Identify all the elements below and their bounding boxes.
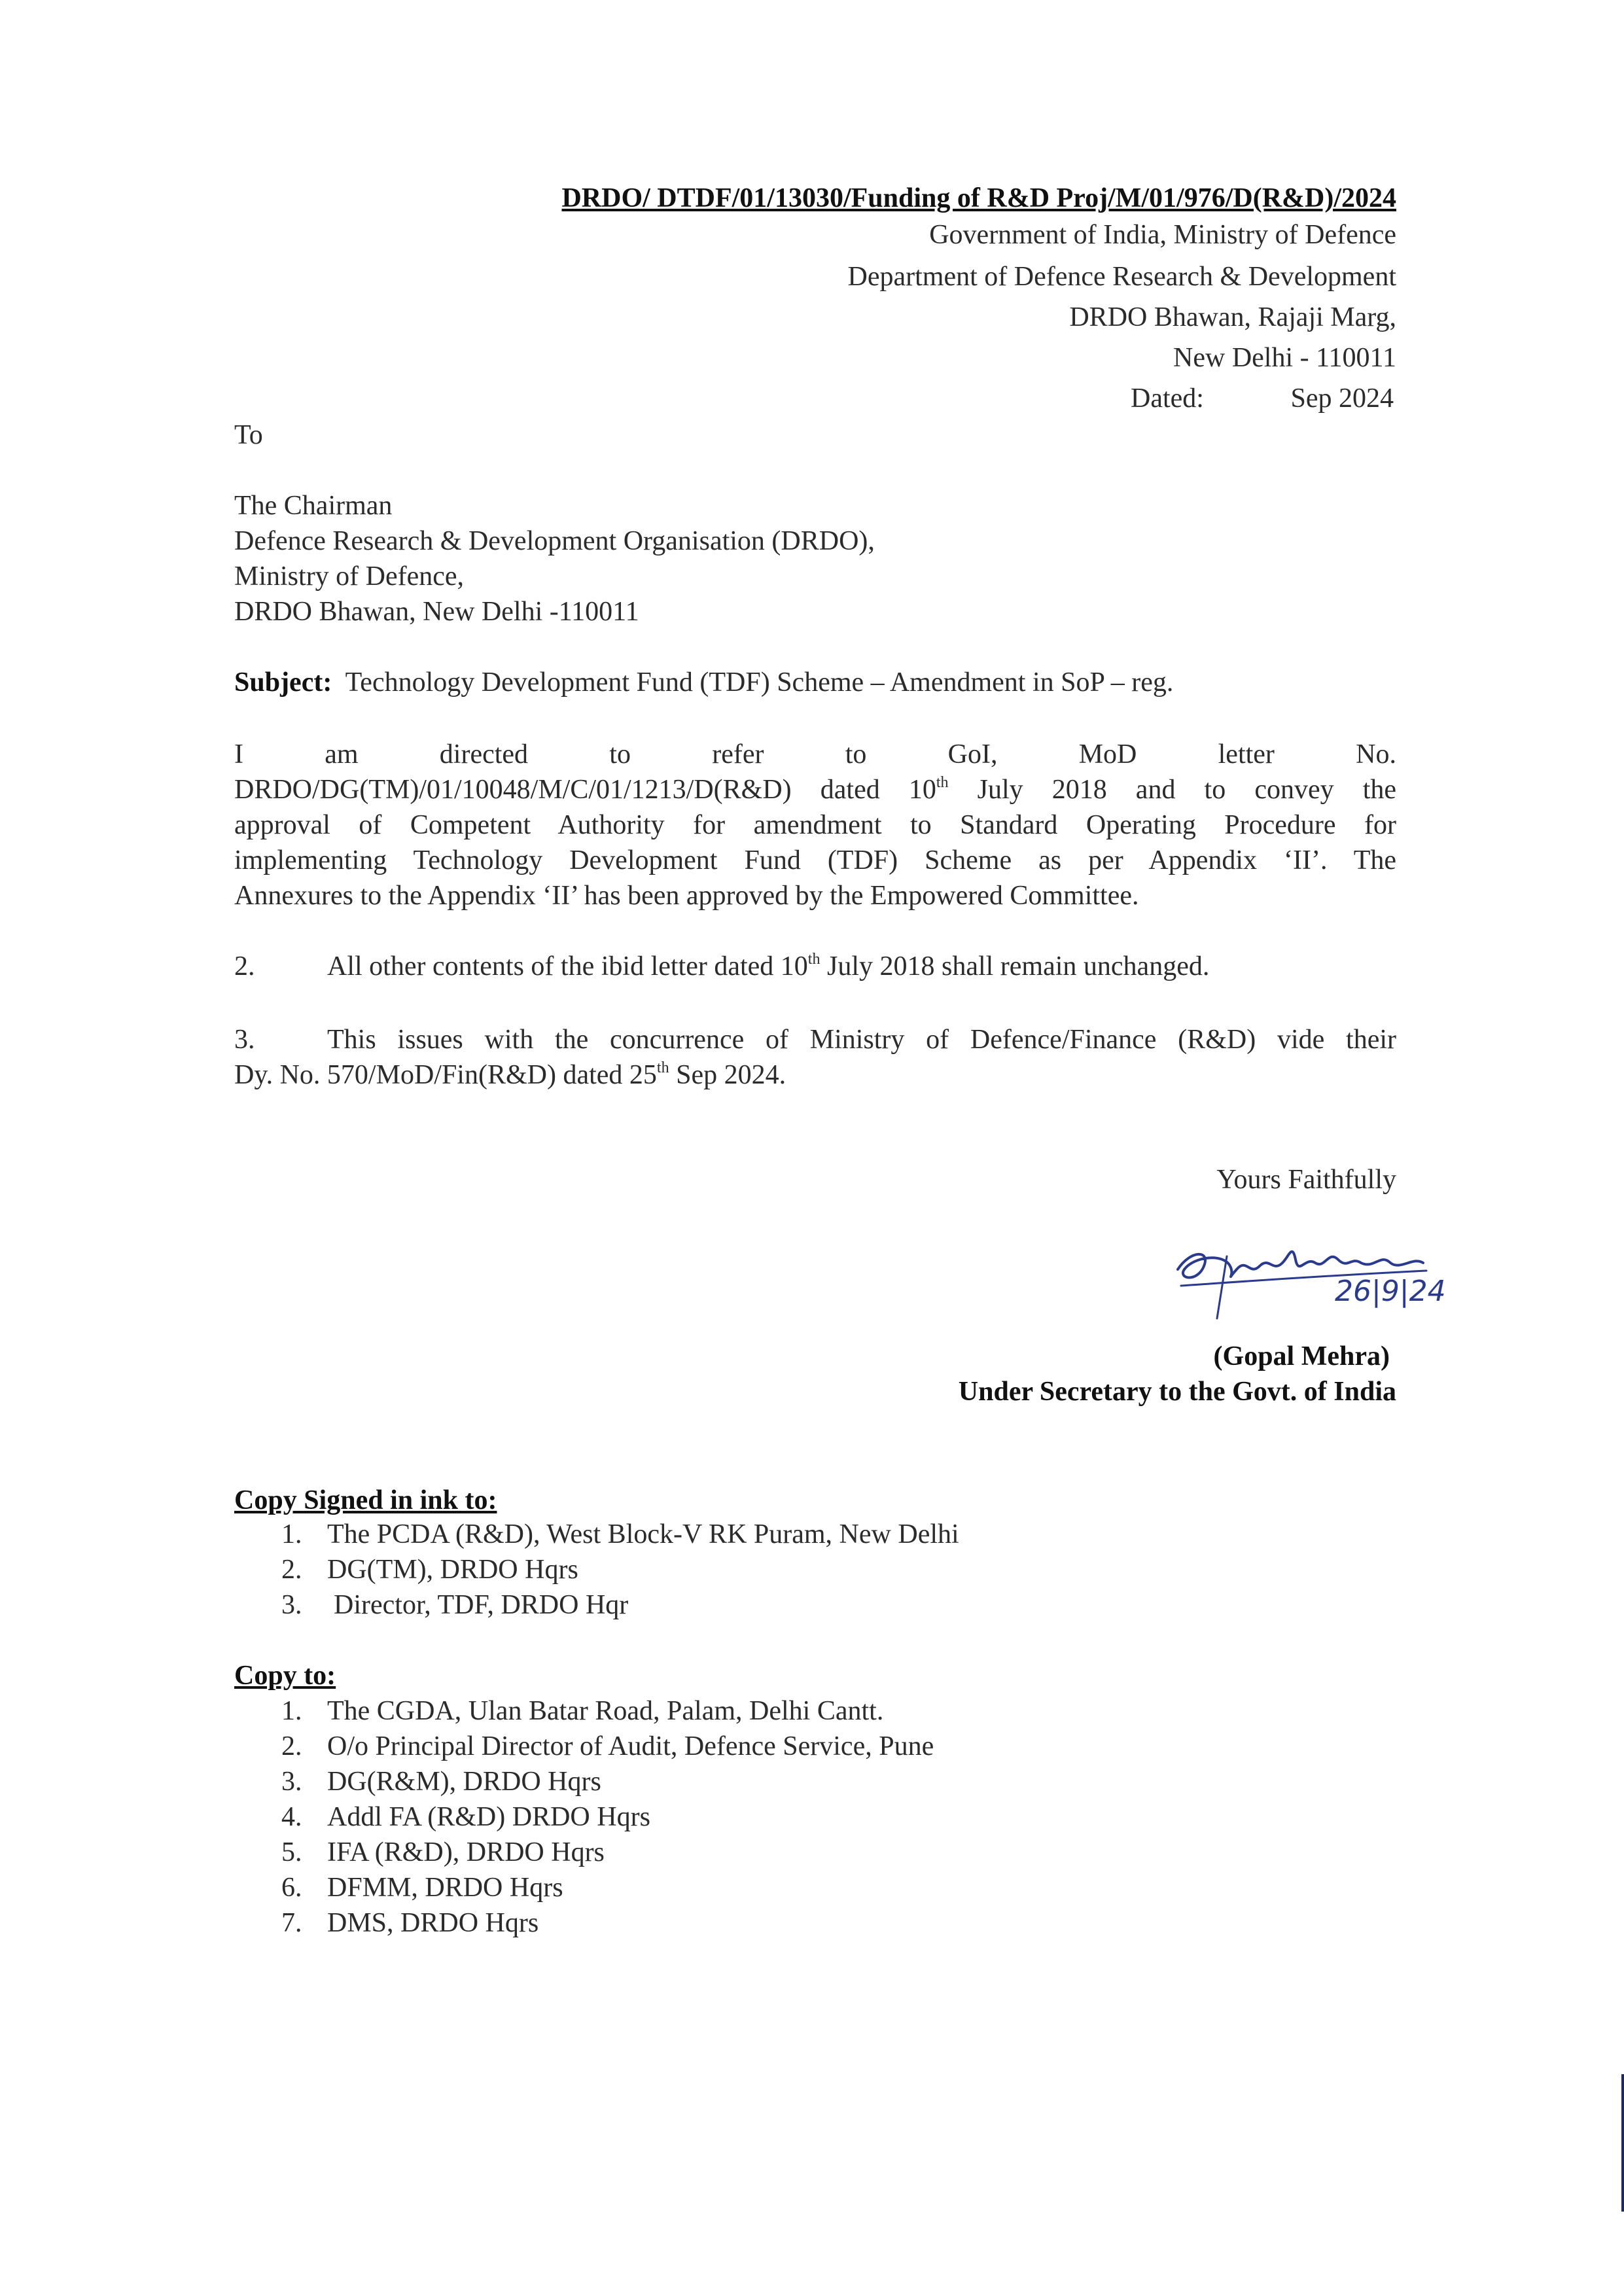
para3-number: 3. [234,1025,255,1055]
para1-line5: Annexures to the Appendix ‘II’ has been approved by the Empowered Committee. [234,881,1139,911]
copy-signed-num: 3. [281,1590,302,1620]
signatory-name: (Gopal Mehra) [1213,1341,1390,1371]
copy-signed-num: 2. [281,1555,302,1585]
addressee-address: DRDO Bhawan, New Delhi -110011 [234,597,639,627]
header-department: Department of Defence Research & Development [847,262,1396,292]
para1-line3: approval of Competent Authority for amendment to Standard Operating Procedure for [234,810,1396,840]
dated-label: Dated: [1131,383,1204,414]
addressee-ministry: Ministry of Defence, [234,561,465,592]
copy-to-item: IFA (R&D), DRDO Hqrs [327,1837,605,1867]
para2-text: All other contents of the ibid letter dated 10th July 2018 shall remain unchanged. [327,951,1210,981]
copy-to-item: DMS, DRDO Hqrs [327,1908,539,1938]
para1-line2: DRDO/DG(TM)/01/10048/M/C/01/1213/D(R&D) dated 10th July 2018 and to convey the [234,774,1397,805]
para3-line2: Dy. No. 570/MoD/Fin(R&D) dated 25th Sep 2024. [234,1059,786,1090]
salutation: Yours Faithfully [1216,1165,1396,1195]
signature [1165,1230,1505,1322]
para1-line1: I am directed to refer to GoI, MoD letter No. [234,739,1396,769]
copy-signed-heading: Copy Signed in ink to: [234,1485,497,1515]
copy-signed-item: DG(TM), DRDO Hqrs [327,1555,578,1585]
para2-number: 2. [234,951,255,981]
copy-to-num: 3. [281,1767,302,1797]
copy-to-num: 4. [281,1802,302,1832]
copy-to-item: The CGDA, Ulan Batar Road, Palam, Delhi Cantt. [327,1696,884,1726]
reference-number: DRDO/ DTDF/01/13030/Funding of R&D Proj/M/01/976/D(R&D)/2024 [561,183,1396,213]
copy-to-heading: Copy to: [234,1661,336,1691]
para3-line1: This issues with the concurrence of Ministry of Defence/Finance (R&D) vide their [327,1025,1396,1055]
header-address: DRDO Bhawan, Rajaji Marg, [1069,302,1396,332]
copy-signed-num: 1. [281,1519,302,1549]
copy-signed-item: The PCDA (R&D), West Block-V RK Puram, New Delhi [327,1519,959,1549]
header-city: New Delhi - 110011 [1173,343,1396,373]
subject-text: Technology Development Fund (TDF) Scheme – Amendment in SoP – reg. [345,667,1174,698]
copy-to-item: DG(R&M), DRDO Hqrs [327,1767,601,1797]
copy-to-item: O/o Principal Director of Audit, Defence Service, Pune [327,1731,934,1761]
copy-to-num: 5. [281,1837,302,1867]
copy-to-num: 2. [281,1731,302,1761]
signature-date: 26|9|24 [1335,1275,1446,1308]
addressee-title: The Chairman [234,491,393,521]
addressee-organisation: Defence Research & Development Organisation (DRDO), [234,526,875,556]
copy-to-num: 7. [281,1908,302,1938]
subject-label: Subject: [234,667,332,698]
subject-line [234,665,1173,700]
signatory-designation: Under Secretary to the Govt. of India [958,1377,1396,1407]
copy-to-num: 1. [281,1696,302,1726]
copy-signed-item: Director, TDF, DRDO Hqr [334,1590,629,1620]
dated-value: Sep 2024 [1290,383,1394,414]
copy-to-item: Addl FA (R&D) DRDO Hqrs [327,1802,650,1832]
to-label: To [234,420,263,450]
copy-to-item: DFMM, DRDO Hqrs [327,1873,563,1903]
copy-to-num: 6. [281,1873,302,1903]
scan-edge-mark [1621,2074,1624,2212]
para1-line4: implementing Technology Development Fund (TDF) Scheme as per Appendix ‘II’. The [234,845,1396,875]
header-government: Government of India, Ministry of Defence [929,220,1396,250]
